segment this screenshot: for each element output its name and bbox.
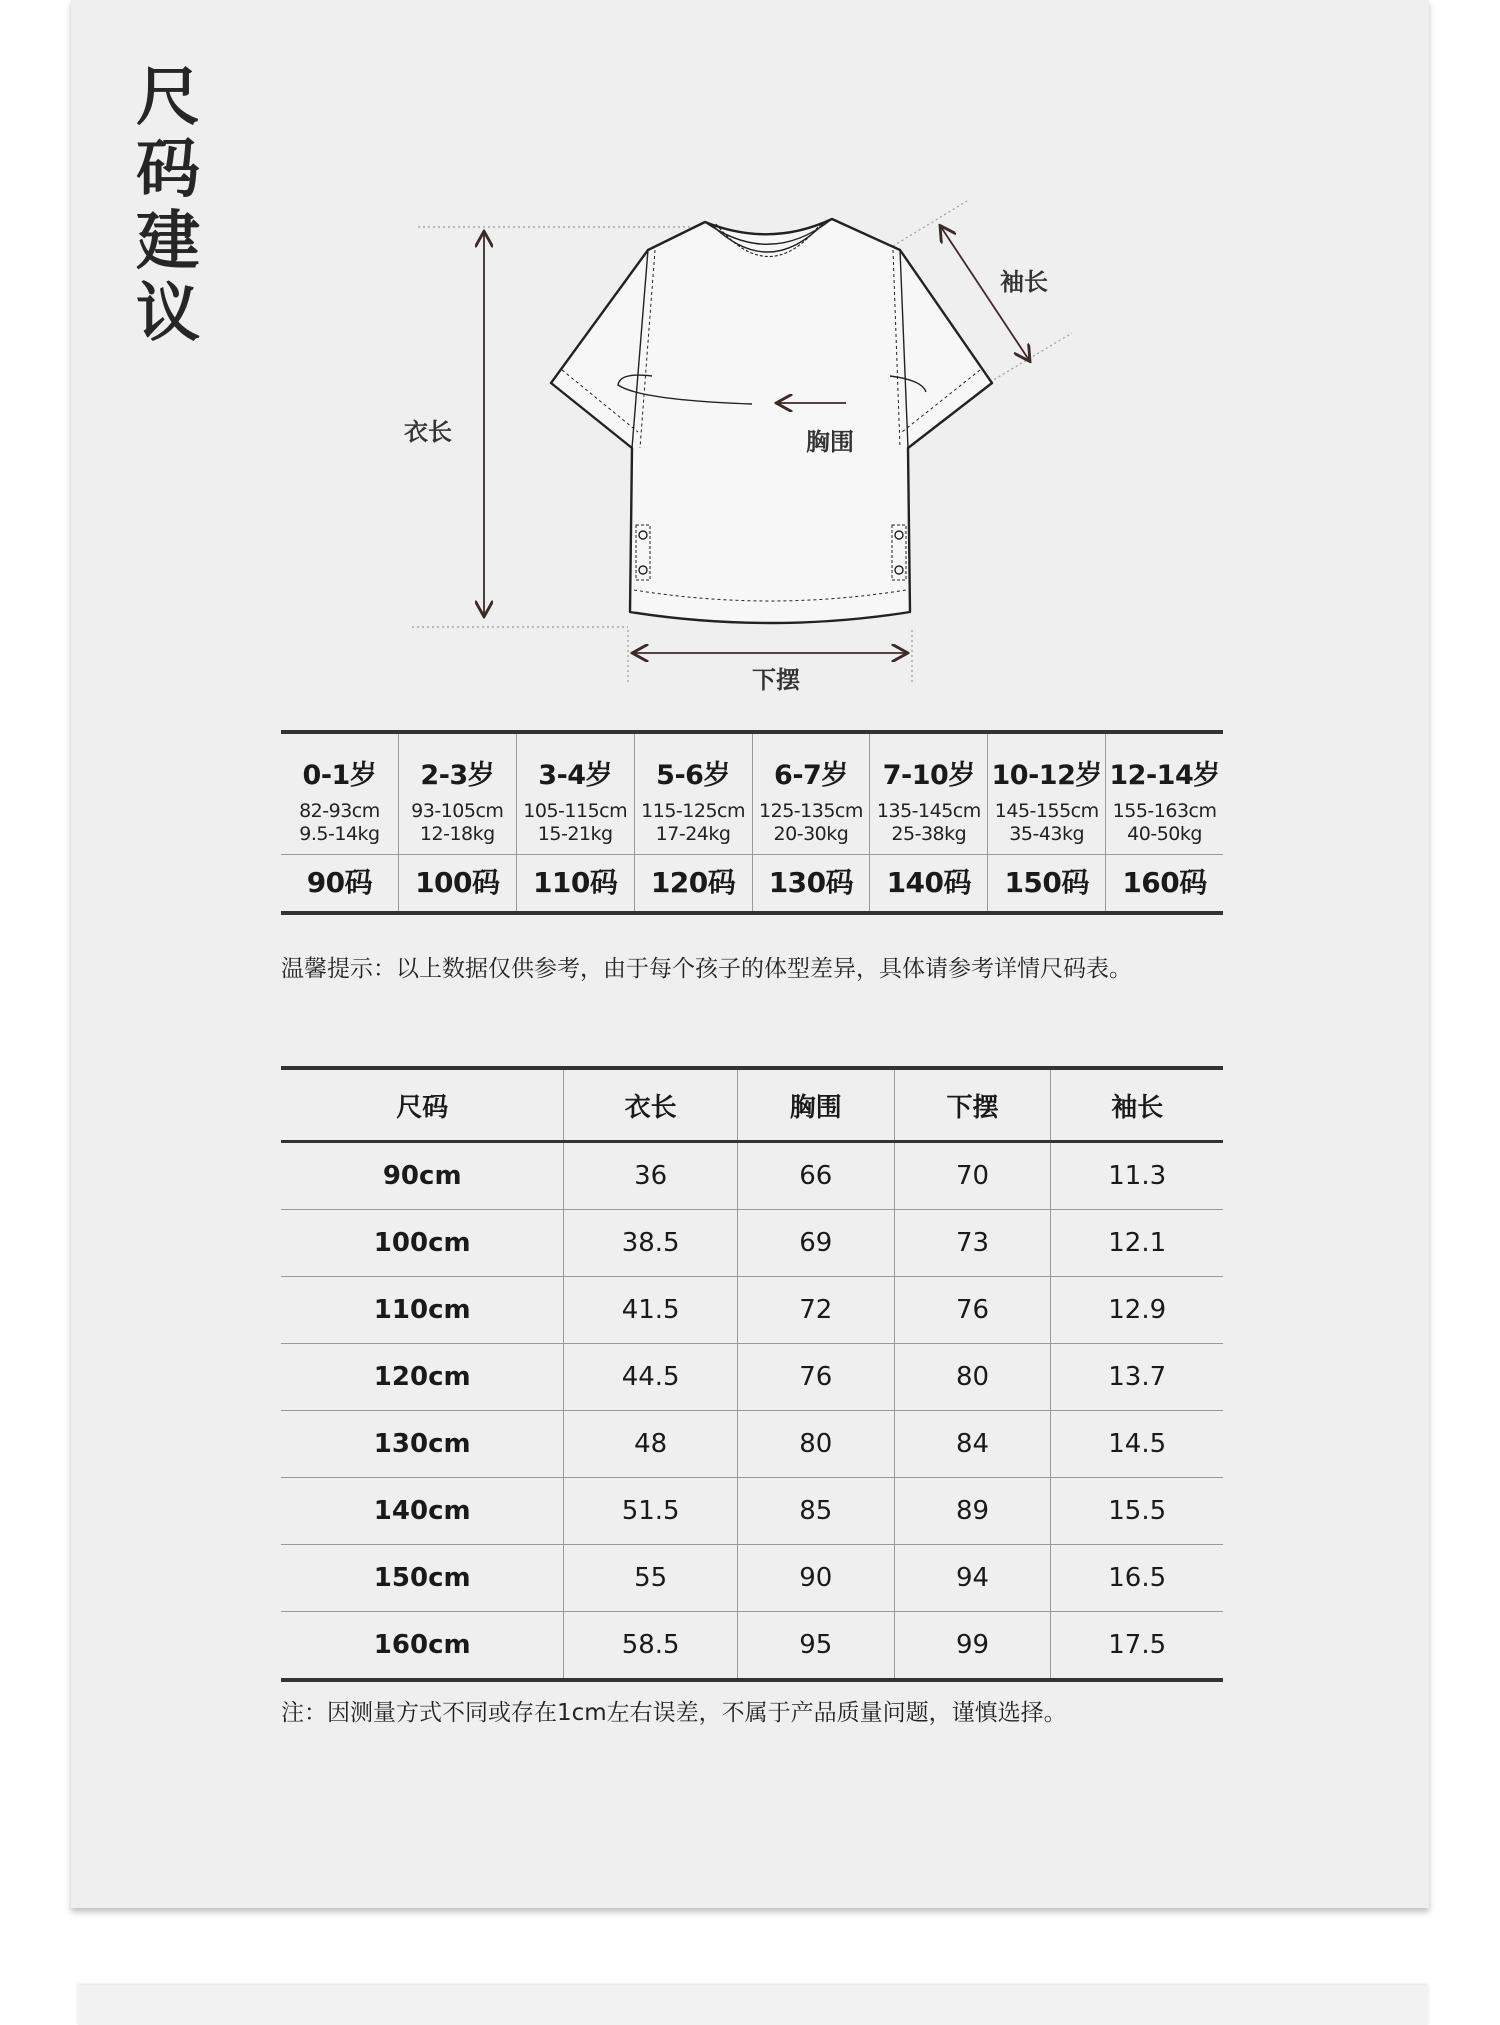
weight-range: 15-21kg	[537, 823, 613, 845]
header-length: 衣长	[564, 1068, 738, 1142]
rec-column	[1105, 734, 1223, 911]
height-range: 125-135cm	[759, 800, 863, 822]
height-range: 115-125cm	[641, 800, 745, 822]
cell-size: 120cm	[281, 1344, 564, 1411]
rec-column	[516, 734, 634, 911]
cell-length: 48	[564, 1411, 738, 1478]
label-sleeve: 袖长	[1000, 268, 1048, 296]
cell-hem: 84	[894, 1411, 1051, 1478]
recommended-size: 160码	[1106, 854, 1223, 911]
label-length: 衣长	[404, 418, 452, 446]
weight-range: 9.5-14kg	[299, 823, 380, 845]
table-row	[281, 1277, 1223, 1344]
table-row	[281, 1612, 1223, 1681]
age-range: 5-6岁	[656, 760, 730, 791]
cell-size: 160cm	[281, 1612, 564, 1681]
cell-length: 55	[564, 1545, 738, 1612]
rec-column	[869, 734, 987, 911]
title-char: 码	[136, 133, 200, 207]
recommended-size: 120码	[635, 854, 752, 911]
cell-hem: 80	[894, 1344, 1051, 1411]
cell-chest: 80	[737, 1411, 894, 1478]
rec-column	[398, 734, 516, 911]
rec-column	[634, 734, 752, 911]
size-recommendation-table	[281, 730, 1223, 915]
cell-chest: 72	[737, 1277, 894, 1344]
age-range: 7-10岁	[882, 760, 975, 791]
table-header-row	[281, 1068, 1223, 1142]
recommended-size: 100码	[399, 854, 516, 911]
header-size: 尺码	[281, 1068, 564, 1142]
table-row	[281, 1142, 1223, 1210]
cell-hem: 89	[894, 1478, 1051, 1545]
tip-text: 温馨提示：以上数据仅供参考，由于每个孩子的体型差异，具体请参考详情尺码表。	[281, 956, 1132, 982]
cell-sleeve: 12.9	[1051, 1277, 1223, 1344]
age-range: 0-1岁	[302, 760, 377, 791]
title-char: 尺	[136, 61, 200, 135]
age-range: 12-14岁	[1109, 760, 1220, 791]
age-range: 2-3岁	[420, 760, 495, 791]
height-range: 105-115cm	[523, 800, 628, 822]
cell-size: 100cm	[281, 1210, 564, 1277]
recommended-size: 130码	[753, 854, 870, 911]
table-row	[281, 1344, 1223, 1411]
title-char: 议	[136, 277, 200, 351]
cell-length: 41.5	[564, 1277, 738, 1344]
header-sleeve: 袖长	[1051, 1068, 1223, 1142]
tshirt-diagram	[0, 0, 1500, 700]
cell-chest: 69	[737, 1210, 894, 1277]
table-row	[281, 1545, 1223, 1612]
cell-length: 51.5	[564, 1478, 738, 1545]
cell-sleeve: 11.3	[1051, 1142, 1223, 1210]
weight-range: 40-50kg	[1127, 823, 1202, 845]
weight-range: 25-38kg	[891, 823, 967, 845]
table-row	[281, 1210, 1223, 1277]
weight-range: 17-24kg	[655, 823, 731, 845]
cell-hem: 94	[894, 1545, 1051, 1612]
header-hem: 下摆	[894, 1068, 1051, 1142]
table-row	[281, 1478, 1223, 1545]
next-section-edge	[78, 1985, 1428, 2025]
height-range: 155-163cm	[1112, 800, 1217, 822]
rec-column	[752, 734, 870, 911]
rec-column	[281, 734, 398, 911]
weight-range: 20-30kg	[773, 823, 849, 845]
recommended-size: 140码	[870, 854, 987, 911]
age-range: 10-12岁	[991, 760, 1102, 791]
cell-size: 110cm	[281, 1277, 564, 1344]
cell-sleeve: 12.1	[1051, 1210, 1223, 1277]
cell-size: 90cm	[382, 1161, 462, 1191]
rec-column	[987, 734, 1105, 911]
age-range: 3-4岁	[538, 760, 613, 791]
tshirt-outline	[551, 219, 992, 623]
title-char: 建	[136, 205, 200, 279]
table-row	[281, 1411, 1223, 1478]
size-detail-table	[281, 1066, 1223, 1682]
weight-range: 12-18kg	[419, 823, 495, 845]
cell-length: 58.5	[564, 1612, 738, 1681]
height-range: 82-93cm	[299, 800, 380, 822]
recommended-size: 150码	[988, 854, 1105, 911]
cell-size: 140cm	[281, 1478, 564, 1545]
cell-hem: 76	[894, 1277, 1051, 1344]
cell-chest: 66	[737, 1142, 894, 1210]
cell-sleeve: 13.7	[1051, 1344, 1223, 1411]
recommended-size: 90码	[281, 854, 398, 911]
cell-chest: 76	[737, 1344, 894, 1411]
cell-sleeve: 16.5	[1051, 1545, 1223, 1612]
cell-hem: 70	[894, 1142, 1051, 1210]
cell-sleeve: 15.5	[1051, 1478, 1223, 1545]
height-range: 135-145cm	[876, 800, 981, 822]
cell-sleeve: 17.5	[1051, 1612, 1223, 1681]
height-range: 93-105cm	[411, 800, 504, 822]
height-range: 145-155cm	[994, 800, 1099, 822]
cell-chest: 95	[737, 1612, 894, 1681]
label-chest: 胸围	[806, 428, 854, 456]
cell-length: 44.5	[564, 1344, 738, 1411]
cell-length: 36	[564, 1142, 738, 1210]
cell-sleeve: 14.5	[1051, 1411, 1223, 1478]
header-chest: 胸围	[737, 1068, 894, 1142]
weight-range: 35-43kg	[1009, 823, 1085, 845]
cell-length: 38.5	[564, 1210, 738, 1277]
cell-chest: 85	[737, 1478, 894, 1545]
cell-hem: 99	[894, 1612, 1051, 1681]
cell-hem: 73	[894, 1210, 1051, 1277]
cell-size: 130cm	[281, 1411, 564, 1478]
disclaimer-note: 注：因测量方式不同或存在1cm左右误差，不属于产品质量问题，谨慎选择。	[281, 1700, 1067, 1726]
cell-size: 150cm	[281, 1545, 564, 1612]
age-range: 6-7岁	[774, 760, 848, 791]
recommended-size: 110码	[517, 854, 634, 911]
cell-chest: 90	[737, 1545, 894, 1612]
label-hem: 下摆	[752, 666, 800, 694]
